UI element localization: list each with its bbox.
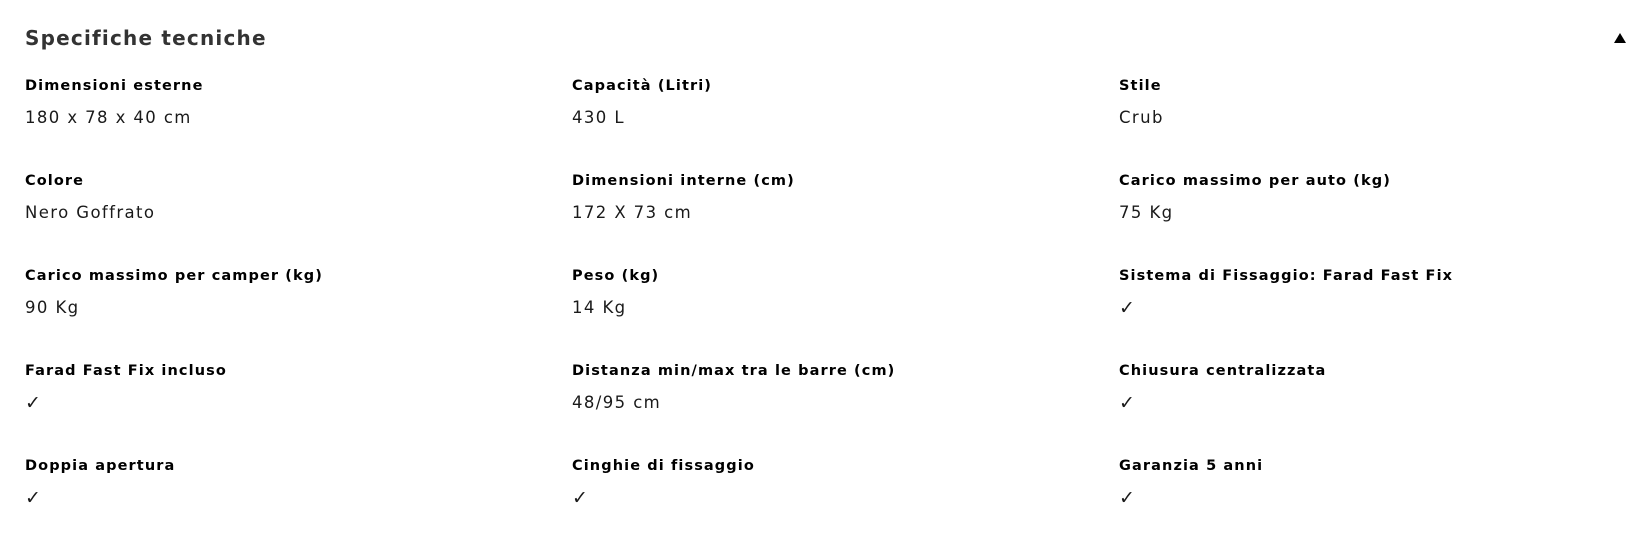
section-title: Specifiche tecniche — [25, 26, 267, 50]
spec-label: Carico massimo per auto (kg) — [1119, 173, 1391, 189]
spec-item-colore — [25, 171, 545, 251]
spec-item-peso — [572, 266, 1092, 346]
checkmark-icon: ✓ — [1119, 297, 1135, 319]
spec-value: 180 x 78 x 40 cm — [25, 108, 192, 127]
checkmark-icon: ✓ — [25, 392, 41, 414]
spec-value: 172 X 73 cm — [572, 203, 693, 222]
triangle-up-icon[interactable] — [1614, 33, 1626, 43]
spec-item-dimensioni-interne — [572, 171, 1092, 251]
spec-item-chiusura-centralizzata — [1119, 361, 1626, 441]
spec-value: Crub — [1119, 108, 1164, 127]
spec-item-stile — [1119, 76, 1626, 156]
checkmark-icon: ✓ — [1119, 392, 1135, 414]
spec-value: 48/95 cm — [572, 393, 662, 412]
spec-label: Peso (kg) — [572, 268, 660, 284]
spec-label: Carico massimo per camper (kg) — [25, 268, 323, 284]
spec-label: Chiusura centralizzata — [1119, 363, 1327, 379]
spec-item-doppia-apertura — [25, 456, 545, 536]
spec-item-capacita — [572, 76, 1092, 156]
spec-item-distanza-barre — [572, 361, 1092, 441]
spec-label: Doppia apertura — [25, 458, 176, 474]
spec-label: Sistema di Fissaggio: Farad Fast Fix — [1119, 268, 1454, 284]
spec-label: Capacità (Litri) — [572, 78, 713, 94]
spec-item-dimensioni-esterne — [25, 76, 545, 156]
spec-item-cinghie-fissaggio — [572, 456, 1092, 536]
spec-item-garanzia — [1119, 456, 1626, 536]
spec-item-carico-auto — [1119, 171, 1626, 251]
checkmark-icon: ✓ — [572, 487, 588, 509]
spec-label: Stile — [1119, 78, 1162, 94]
spec-label: Cinghie di fissaggio — [572, 458, 755, 474]
spec-item-fast-fix-incluso — [25, 361, 545, 441]
spec-item-carico-camper — [25, 266, 545, 346]
spec-item-sistema-fissaggio — [1119, 266, 1626, 346]
checkmark-icon: ✓ — [1119, 487, 1135, 509]
specs-accordion-header[interactable] — [25, 24, 1626, 52]
spec-label: Colore — [25, 173, 85, 189]
checkmark-icon: ✓ — [25, 487, 41, 509]
spec-value: 90 Kg — [25, 298, 80, 317]
spec-label: Farad Fast Fix incluso — [25, 363, 227, 379]
spec-label: Distanza min/max tra le barre (cm) — [572, 363, 896, 379]
spec-label: Dimensioni esterne — [25, 78, 204, 94]
spec-label: Garanzia 5 anni — [1119, 458, 1264, 474]
spec-value: 75 Kg — [1119, 203, 1174, 222]
spec-label: Dimensioni interne (cm) — [572, 173, 795, 189]
spec-value: 14 Kg — [572, 298, 627, 317]
spec-value: Nero Goffrato — [25, 203, 156, 222]
spec-value: 430 L — [572, 108, 625, 127]
